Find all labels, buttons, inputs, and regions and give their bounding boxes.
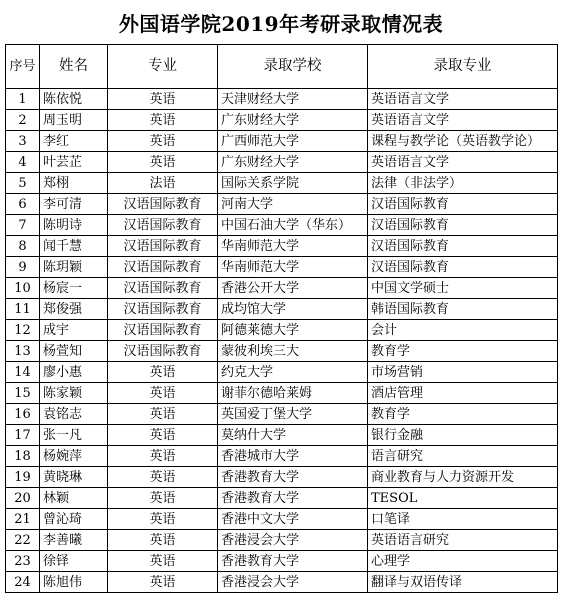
cell-school: 蒙彼利埃三大 <box>218 341 368 362</box>
cell-no: 11 <box>6 299 40 320</box>
cell-major: 法语 <box>108 173 218 194</box>
cell-major: 英语 <box>108 530 218 551</box>
cell-no: 1 <box>6 89 40 110</box>
table-row <box>6 320 558 341</box>
cell-no: 2 <box>6 110 40 131</box>
cell-major: 英语 <box>108 509 218 530</box>
cell-no: 19 <box>6 467 40 488</box>
table-row <box>6 383 558 404</box>
admission-table <box>5 44 558 593</box>
cell-major: 英语 <box>108 488 218 509</box>
cell-school: 天津财经大学 <box>218 89 368 110</box>
table-row <box>6 425 558 446</box>
header-admit-major: 录取专业 <box>368 45 558 89</box>
cell-major: 英语 <box>108 404 218 425</box>
table-row <box>6 446 558 467</box>
cell-school: 香港教育大学 <box>218 467 368 488</box>
table-row <box>6 362 558 383</box>
cell-admit-major: 韩语国际教育 <box>368 299 558 320</box>
cell-admit-major: 教育学 <box>368 341 558 362</box>
cell-major: 汉语国际教育 <box>108 320 218 341</box>
cell-name: 李红 <box>40 131 108 152</box>
cell-major: 英语 <box>108 446 218 467</box>
cell-name: 袁铭志 <box>40 404 108 425</box>
table-row <box>6 152 558 173</box>
cell-major: 汉语国际教育 <box>108 299 218 320</box>
cell-major: 英语 <box>108 89 218 110</box>
cell-admit-major: 翻译与双语传译 <box>368 572 558 593</box>
cell-school: 莫纳什大学 <box>218 425 368 446</box>
table-row <box>6 215 558 236</box>
header-major: 专业 <box>108 45 218 89</box>
cell-admit-major: 心理学 <box>368 551 558 572</box>
table-row <box>6 257 558 278</box>
table-row <box>6 488 558 509</box>
cell-no: 23 <box>6 551 40 572</box>
cell-major: 汉语国际教育 <box>108 215 218 236</box>
cell-no: 21 <box>6 509 40 530</box>
cell-school: 香港教育大学 <box>218 488 368 509</box>
cell-school: 英国爱丁堡大学 <box>218 404 368 425</box>
cell-major: 汉语国际教育 <box>108 257 218 278</box>
table-row <box>6 404 558 425</box>
cell-admit-major: 汉语国际教育 <box>368 194 558 215</box>
cell-name: 郑俊强 <box>40 299 108 320</box>
cell-no: 8 <box>6 236 40 257</box>
cell-no: 10 <box>6 278 40 299</box>
cell-admit-major: 商业教育与人力资源开发 <box>368 467 558 488</box>
cell-school: 香港中文大学 <box>218 509 368 530</box>
cell-name: 廖小惠 <box>40 362 108 383</box>
table-body <box>6 89 558 593</box>
cell-no: 16 <box>6 404 40 425</box>
cell-no: 4 <box>6 152 40 173</box>
cell-no: 18 <box>6 446 40 467</box>
cell-school: 约克大学 <box>218 362 368 383</box>
cell-name: 周玉明 <box>40 110 108 131</box>
cell-admit-major: 汉语国际教育 <box>368 215 558 236</box>
cell-major: 英语 <box>108 425 218 446</box>
cell-major: 英语 <box>108 110 218 131</box>
cell-admit-major: 口笔译 <box>368 509 558 530</box>
table-row <box>6 530 558 551</box>
cell-school: 广东财经大学 <box>218 110 368 131</box>
cell-school: 香港浸会大学 <box>218 572 368 593</box>
table-header-row <box>6 45 558 89</box>
cell-name: 闻千慧 <box>40 236 108 257</box>
cell-name: 杨婉萍 <box>40 446 108 467</box>
cell-school: 成均馆大学 <box>218 299 368 320</box>
table-row <box>6 173 558 194</box>
header-school: 录取学校 <box>218 45 368 89</box>
cell-major: 英语 <box>108 131 218 152</box>
table-row <box>6 194 558 215</box>
cell-school: 谢菲尔德哈莱姆 <box>218 383 368 404</box>
cell-admit-major: 语言研究 <box>368 446 558 467</box>
header-no: 序号 <box>6 45 40 89</box>
cell-no: 13 <box>6 341 40 362</box>
cell-name: 陈旭伟 <box>40 572 108 593</box>
cell-name: 陈明诗 <box>40 215 108 236</box>
cell-school: 国际关系学院 <box>218 173 368 194</box>
cell-name: 林颖 <box>40 488 108 509</box>
header-name: 姓名 <box>40 45 108 89</box>
table-row <box>6 551 558 572</box>
cell-major: 汉语国际教育 <box>108 194 218 215</box>
cell-name: 叶芸芷 <box>40 152 108 173</box>
cell-school: 广西师范大学 <box>218 131 368 152</box>
cell-admit-major: 会计 <box>368 320 558 341</box>
table-row <box>6 236 558 257</box>
cell-no: 14 <box>6 362 40 383</box>
cell-admit-major: 汉语国际教育 <box>368 257 558 278</box>
cell-name: 成宇 <box>40 320 108 341</box>
cell-school: 中国石油大学（华东） <box>218 215 368 236</box>
table-row <box>6 467 558 488</box>
table-row <box>6 89 558 110</box>
table-row <box>6 299 558 320</box>
cell-major: 汉语国际教育 <box>108 278 218 299</box>
cell-name: 黄晓琳 <box>40 467 108 488</box>
cell-no: 6 <box>6 194 40 215</box>
cell-major: 英语 <box>108 467 218 488</box>
cell-no: 5 <box>6 173 40 194</box>
cell-name: 陈家颖 <box>40 383 108 404</box>
table-row <box>6 509 558 530</box>
page-title: 外国语学院2019年考研录取情况表 <box>118 11 444 36</box>
cell-school: 香港城市大学 <box>218 446 368 467</box>
cell-no: 3 <box>6 131 40 152</box>
cell-admit-major: 法律（非法学） <box>368 173 558 194</box>
cell-school: 阿德莱德大学 <box>218 320 368 341</box>
cell-admit-major: 英语语言文学 <box>368 110 558 131</box>
cell-name: 陈玥颖 <box>40 257 108 278</box>
cell-no: 15 <box>6 383 40 404</box>
cell-admit-major: 英语语言文学 <box>368 89 558 110</box>
cell-admit-major: 酒店管理 <box>368 383 558 404</box>
cell-admit-major: 汉语国际教育 <box>368 236 558 257</box>
cell-major: 汉语国际教育 <box>108 341 218 362</box>
cell-name: 郑栩 <box>40 173 108 194</box>
cell-school: 河南大学 <box>218 194 368 215</box>
cell-admit-major: TESOL <box>368 488 558 509</box>
cell-admit-major: 英语语言文学 <box>368 152 558 173</box>
cell-admit-major: 银行金融 <box>368 425 558 446</box>
cell-name: 徐铎 <box>40 551 108 572</box>
cell-name: 张一凡 <box>40 425 108 446</box>
cell-no: 9 <box>6 257 40 278</box>
cell-school: 华南师范大学 <box>218 257 368 278</box>
cell-name: 杨宸一 <box>40 278 108 299</box>
cell-admit-major: 英语语言研究 <box>368 530 558 551</box>
cell-school: 香港浸会大学 <box>218 530 368 551</box>
cell-admit-major: 课程与教学论（英语教学论） <box>368 131 558 152</box>
cell-name: 杨萱知 <box>40 341 108 362</box>
cell-admit-major: 市场营销 <box>368 362 558 383</box>
cell-school: 广东财经大学 <box>218 152 368 173</box>
table-row <box>6 341 558 362</box>
cell-no: 20 <box>6 488 40 509</box>
table-row <box>6 572 558 593</box>
cell-school: 香港教育大学 <box>218 551 368 572</box>
cell-major: 英语 <box>108 383 218 404</box>
cell-school: 华南师范大学 <box>218 236 368 257</box>
cell-major: 英语 <box>108 152 218 173</box>
cell-school: 香港公开大学 <box>218 278 368 299</box>
cell-major: 英语 <box>108 551 218 572</box>
cell-no: 24 <box>6 572 40 593</box>
cell-name: 李善曦 <box>40 530 108 551</box>
cell-no: 22 <box>6 530 40 551</box>
cell-major: 英语 <box>108 362 218 383</box>
cell-major: 英语 <box>108 572 218 593</box>
cell-no: 7 <box>6 215 40 236</box>
cell-major: 汉语国际教育 <box>108 236 218 257</box>
table-row <box>6 278 558 299</box>
table-row <box>6 131 558 152</box>
cell-name: 曾沁琦 <box>40 509 108 530</box>
cell-no: 12 <box>6 320 40 341</box>
cell-admit-major: 中国文学硕士 <box>368 278 558 299</box>
cell-name: 陈依悦 <box>40 89 108 110</box>
table-row <box>6 110 558 131</box>
cell-admit-major: 教育学 <box>368 404 558 425</box>
cell-name: 李可清 <box>40 194 108 215</box>
cell-no: 17 <box>6 425 40 446</box>
